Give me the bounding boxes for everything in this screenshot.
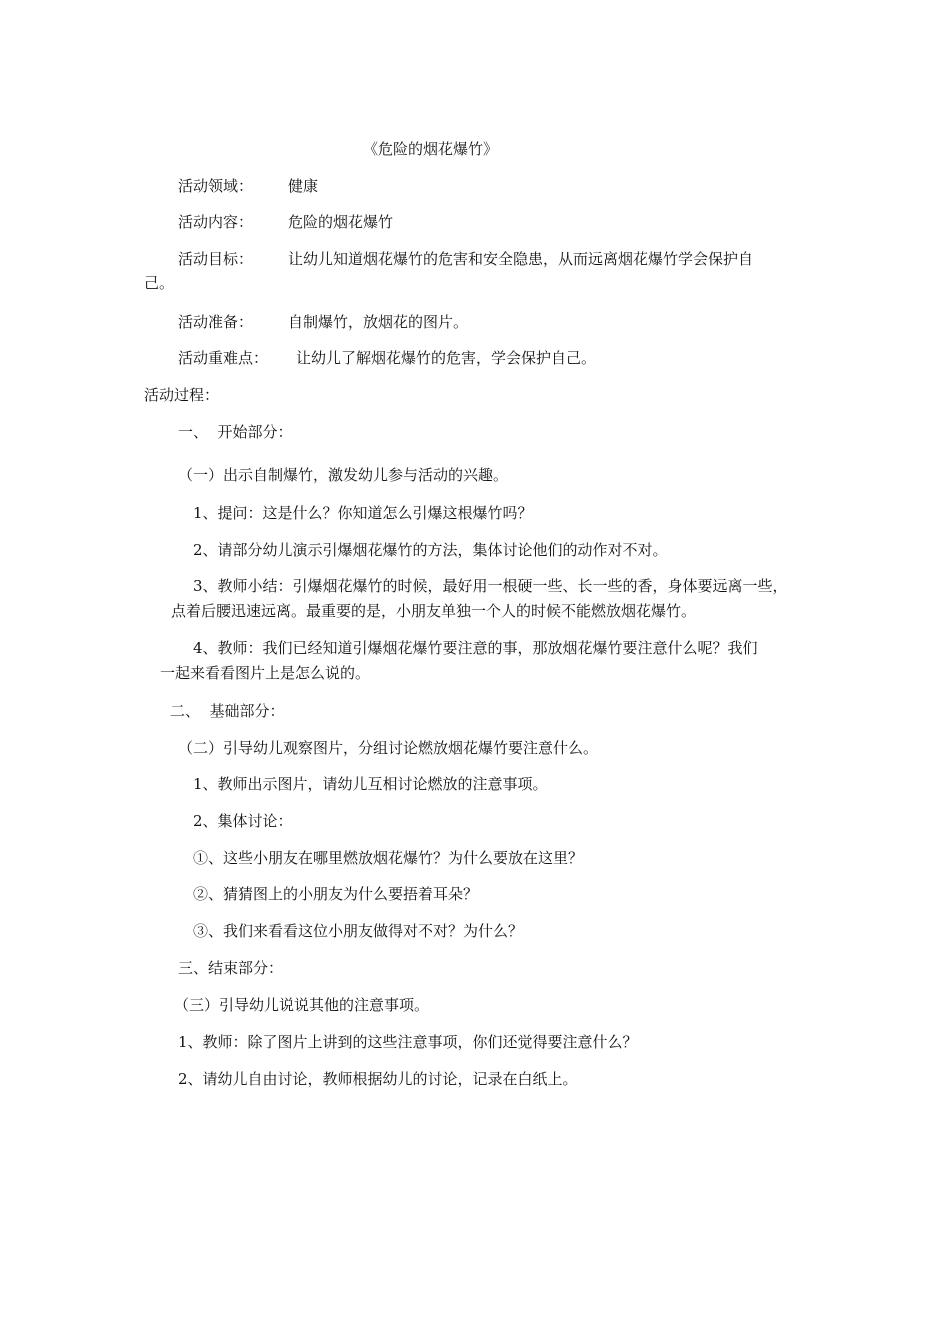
meta-label: 活动领域： xyxy=(178,177,254,195)
process-heading: 活动过程： xyxy=(144,386,220,404)
part1-item-3-continuation: 点着后腰迅速远离。最重要的是，小朋友单独一个人的时候不能燃放烟花爆竹。 xyxy=(171,602,697,620)
part2-question-1: ①、这些小朋友在哪里燃放烟花爆竹？为什么要放在这里？ xyxy=(193,849,584,867)
part1-item-1: 1、提问：这是什么？你知道怎么引爆这根爆竹吗？ xyxy=(193,504,533,522)
meta-label: 活动重难点： xyxy=(178,349,269,367)
meta-value: 健康 xyxy=(288,177,319,195)
part1-item-4-continuation: 一起来看看图片上是怎么说的。 xyxy=(160,664,371,682)
part3-subheading: （三）引导幼儿说说其他的注意事项。 xyxy=(174,996,430,1014)
part1-heading: 一、 开始部分： xyxy=(178,423,293,441)
meta-key-points xyxy=(178,348,596,368)
meta-preparation xyxy=(178,312,468,332)
meta-goal xyxy=(178,249,753,269)
meta-value: 让幼儿了解烟花爆竹的危害，学会保护自己。 xyxy=(296,349,597,367)
part2-question-2: ②、猜猜图上的小朋友为什么要捂着耳朵？ xyxy=(193,885,479,903)
part3-item-2: 2、请幼儿自由讨论，教师根据幼儿的讨论，记录在白纸上。 xyxy=(178,1070,578,1088)
part3-heading: 三、结束部分： xyxy=(178,959,284,977)
part3-item-1: 1、教师：除了图片上讲到的这些注意事项，你们还觉得要注意什么？ xyxy=(178,1033,638,1051)
document-title: 《危险的烟花爆竹》 xyxy=(363,140,499,158)
part2-heading: 二、 基础部分： xyxy=(170,702,285,720)
meta-value: 危险的烟花爆竹 xyxy=(288,213,394,231)
meta-value: 让幼儿知道烟花爆竹的危害和安全隐患，从而远离烟花爆竹学会保护自 xyxy=(288,250,754,268)
meta-label: 活动准备： xyxy=(178,313,254,331)
part2-item-2: 2、集体讨论： xyxy=(193,812,293,830)
part1-item-3: 3、教师小结：引爆烟花爆竹的时候，最好用一根硬一些、长一些的香，身体要远离一些， xyxy=(193,577,788,595)
meta-value: 自制爆竹，放烟花的图片。 xyxy=(288,313,469,331)
meta-goal-continuation: 己。 xyxy=(144,274,175,292)
meta-label: 活动目标： xyxy=(178,250,254,268)
part2-question-3: ③、我们来看看这位小朋友做得对不对？为什么？ xyxy=(193,922,524,940)
meta-label: 活动内容： xyxy=(178,213,254,231)
part1-subheading: （一）出示自制爆竹，激发幼儿参与活动的兴趣。 xyxy=(178,466,509,484)
part1-item-2: 2、请部分幼儿演示引爆烟花爆竹的方法，集体讨论他们的动作对不对。 xyxy=(193,541,668,559)
part2-subheading: （二）引导幼儿观察图片，分组讨论燃放烟花爆竹要注意什么。 xyxy=(178,739,599,757)
meta-content xyxy=(178,212,393,232)
part1-item-4: 4、教师：我们已经知道引爆烟花爆竹要注意的事，那放烟花爆竹要注意什么呢？我们 xyxy=(193,639,758,657)
meta-domain xyxy=(178,176,318,196)
part2-item-1: 1、教师出示图片，请幼儿互相讨论燃放的注意事项。 xyxy=(193,775,548,793)
